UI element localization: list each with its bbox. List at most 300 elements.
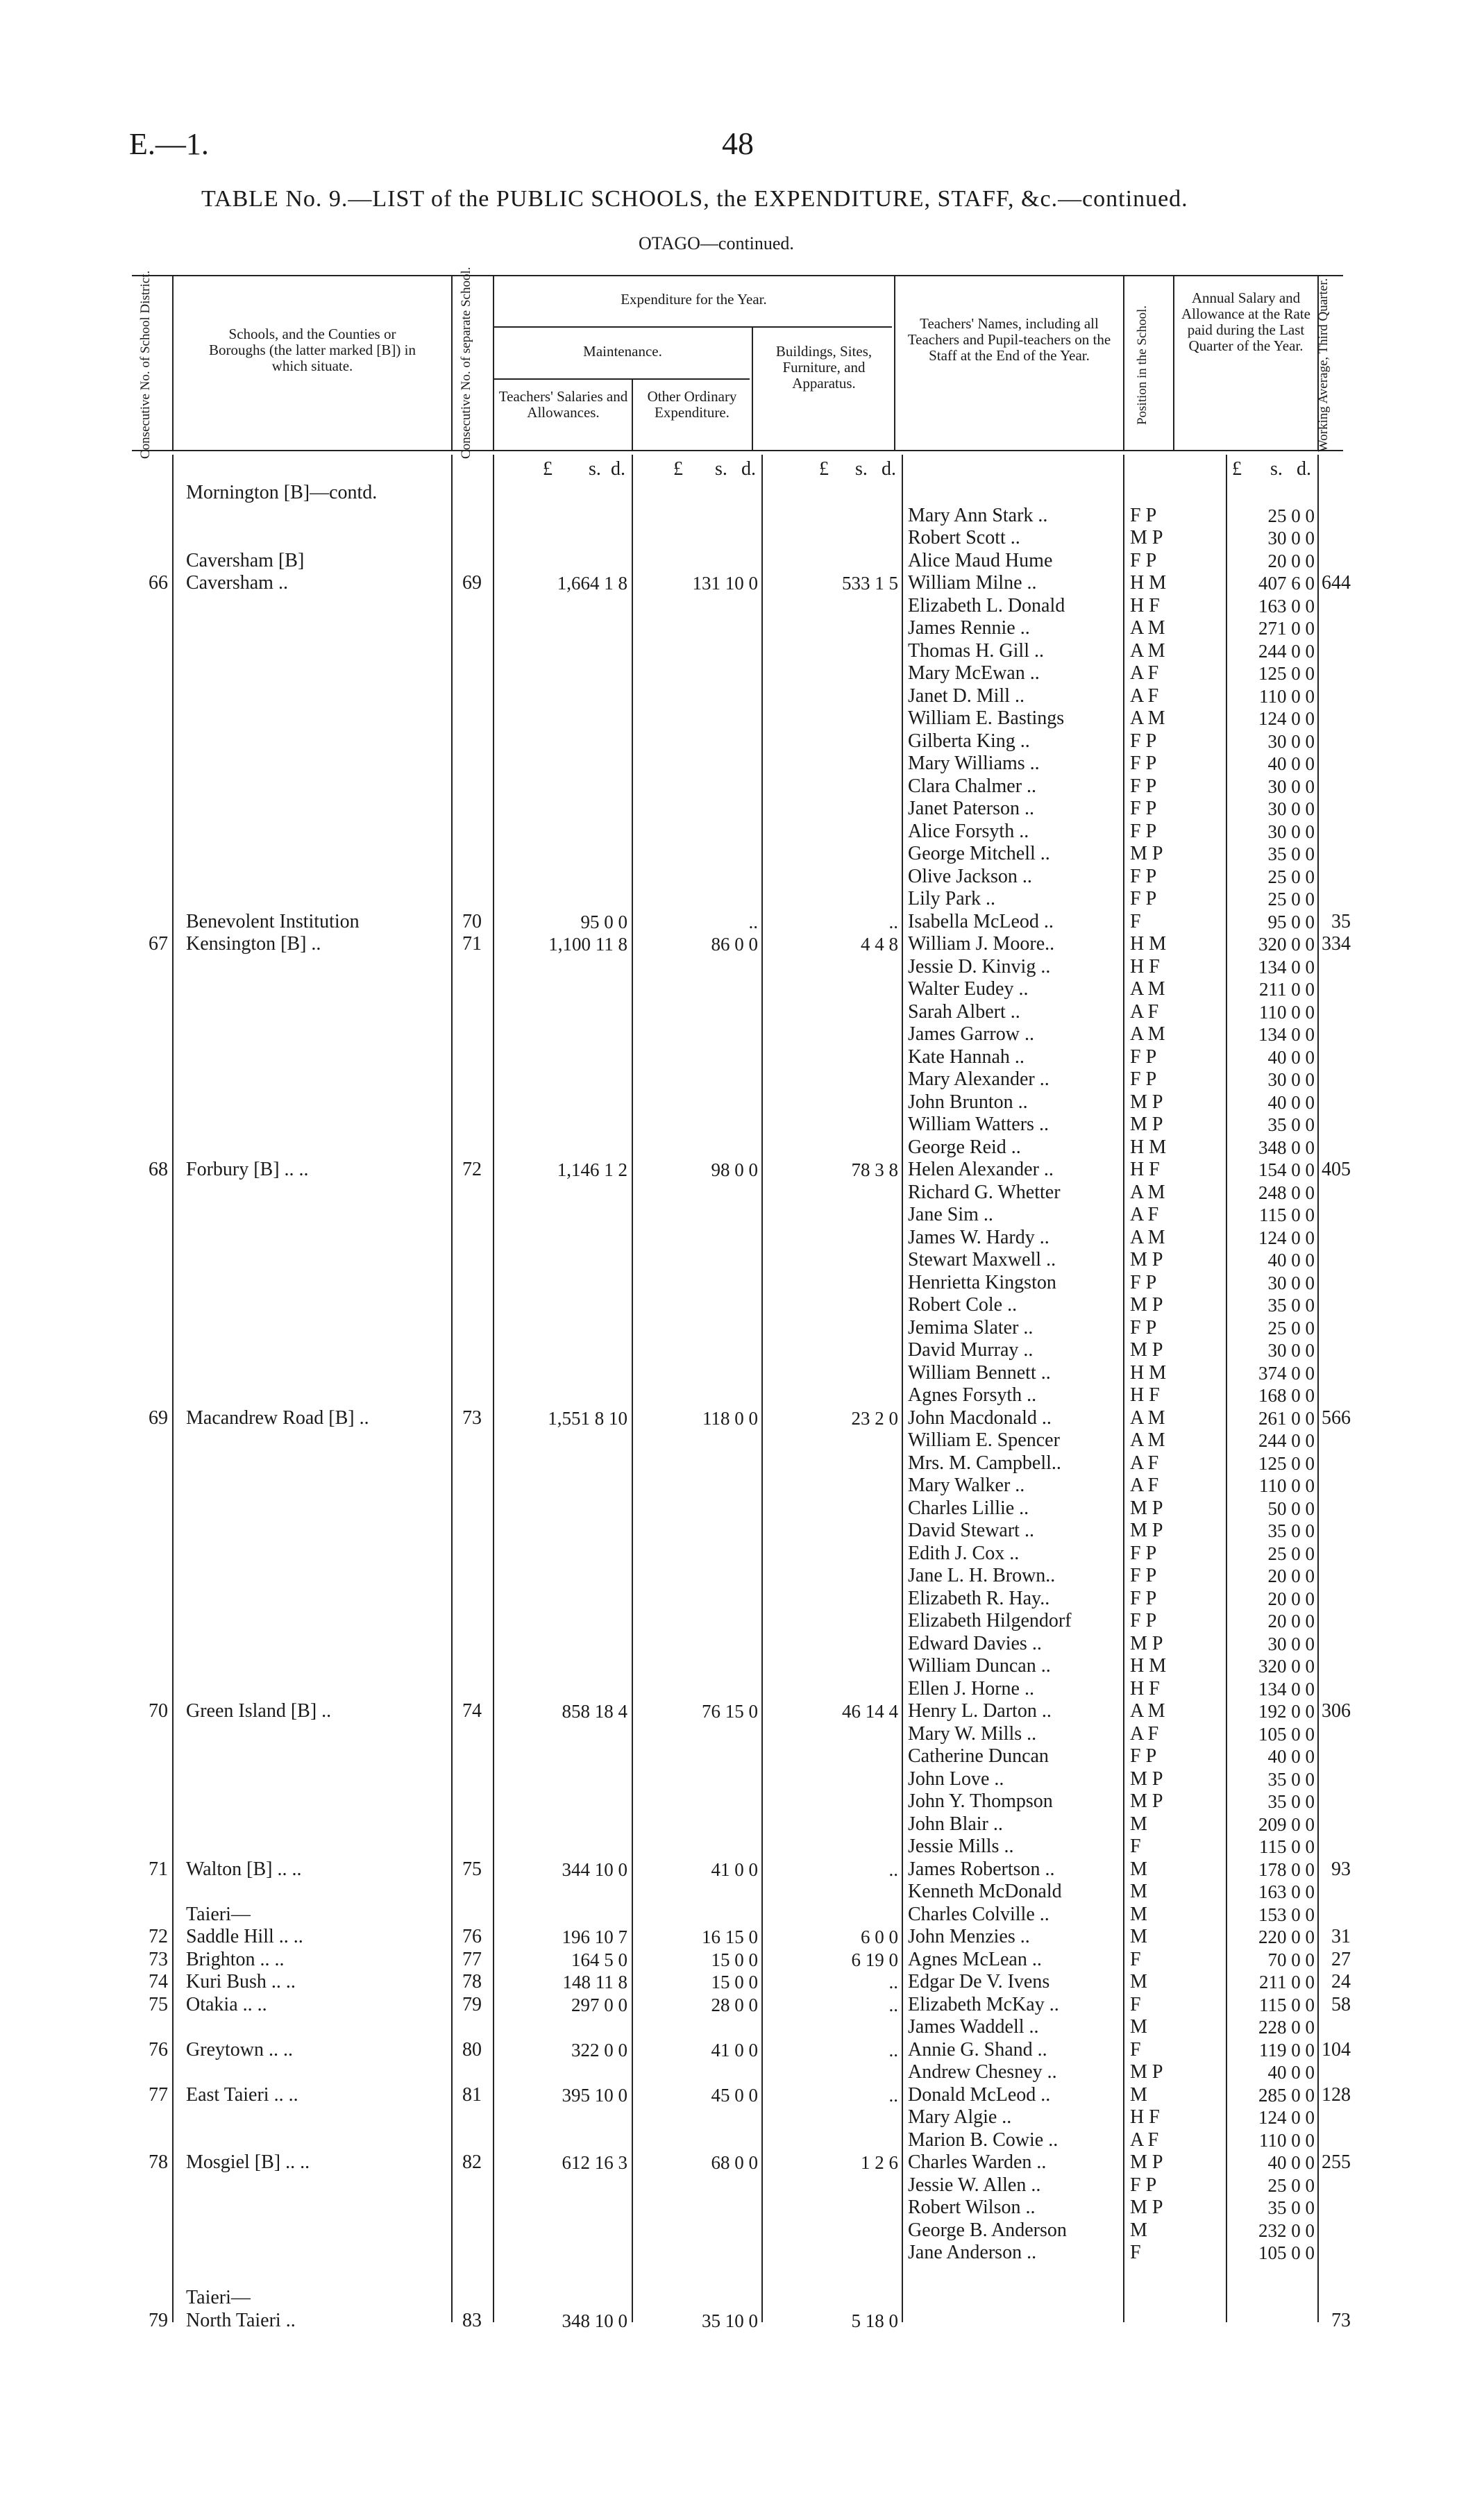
- school-name: Macandrew Road [B] ..: [186, 1407, 369, 1429]
- teacher-position: H F: [1130, 1384, 1160, 1406]
- other-expenditure: 41 0 0: [711, 2039, 758, 2060]
- other-expenditure: 86 0 0: [711, 934, 758, 955]
- teacher-name: George B. Anderson: [908, 2219, 1067, 2241]
- teacher-salary: 25 0 0: [1267, 505, 1315, 526]
- school-name: Walton [B] .. ..: [186, 1858, 302, 1880]
- teacher-position: F P: [1130, 549, 1157, 571]
- buildings-expenditure: ..: [888, 1972, 898, 1992]
- teacher-salary: 320 0 0: [1258, 1656, 1315, 1677]
- working-average: 306: [1322, 1700, 1351, 1722]
- teacher-position: A M: [1130, 1700, 1165, 1722]
- teacher-name: David Stewart ..: [908, 1520, 1034, 1541]
- school-name: Caversham ..: [186, 572, 288, 594]
- teacher-position: M P: [1130, 1294, 1163, 1316]
- school-number: 81: [462, 2083, 482, 2106]
- teacher-name: Robert Cole ..: [908, 1294, 1018, 1316]
- teacher-salary: 285 0 0: [1258, 2084, 1315, 2106]
- teacher-salaries: 858 18 4: [562, 1701, 627, 1722]
- col-sep-7: [1123, 275, 1124, 451]
- body-sep-6: [902, 455, 903, 2322]
- teacher-salary: 320 0 0: [1258, 934, 1315, 955]
- teacher-name: Catherine Duncan: [908, 1745, 1049, 1767]
- unit-shilling-3: s.: [855, 458, 868, 480]
- teacher-salaries: 612 16 3: [562, 2152, 627, 2173]
- teacher-salary: 119 0 0: [1259, 2039, 1315, 2060]
- teacher-name: Charles Lillie ..: [908, 1497, 1029, 1519]
- teacher-salary: 110 0 0: [1259, 685, 1315, 707]
- teacher-position: F P: [1130, 775, 1157, 797]
- teacher-name: Jessie W. Allen ..: [908, 2174, 1041, 2196]
- teacher-position: H F: [1130, 955, 1160, 977]
- other-expenditure: 118 0 0: [702, 1407, 758, 1429]
- other-expenditure: 28 0 0: [711, 1994, 758, 2015]
- teacher-position: M P: [1130, 1632, 1163, 1654]
- teacher-name: John Y. Thompson: [908, 1790, 1053, 1812]
- teacher-position: F: [1130, 910, 1141, 932]
- teacher-salary: 30 0 0: [1267, 1633, 1315, 1654]
- teacher-salary: 40 0 0: [1267, 1046, 1315, 1068]
- teacher-position: F: [1130, 1948, 1141, 1970]
- school-name: Green Island [B] ..: [186, 1700, 332, 1722]
- teacher-name: Kenneth McDonald: [908, 1881, 1062, 1902]
- teacher-position: M P: [1130, 1520, 1163, 1541]
- teacher-salary: 35 0 0: [1267, 1520, 1315, 1541]
- teacher-position: M P: [1130, 2197, 1163, 2218]
- teacher-salaries: 344 10 0: [562, 1858, 627, 1880]
- teacher-salary: 20 0 0: [1267, 1611, 1315, 1631]
- teacher-position: F P: [1130, 1068, 1157, 1090]
- unit-pence-1: d.: [611, 458, 625, 480]
- school-number: 83: [462, 2309, 482, 2331]
- teacher-salaries: 1,551 8 10: [548, 1407, 627, 1429]
- teacher-position: A F: [1130, 1000, 1159, 1023]
- teacher-name: John Brunton ..: [908, 1091, 1028, 1113]
- col-sep-1: [172, 275, 174, 451]
- header-expenditure: Expenditure for the Year.: [621, 291, 767, 308]
- teacher-name: David Murray ..: [908, 1339, 1034, 1361]
- body-sep-5: [761, 455, 763, 2322]
- teacher-salary: 125 0 0: [1258, 663, 1315, 684]
- teacher-salary: 153 0 0: [1258, 1904, 1315, 1925]
- teacher-position: M P: [1130, 2151, 1163, 2173]
- teacher-position: A F: [1130, 1204, 1159, 1225]
- teacher-salary: 168 0 0: [1258, 1385, 1315, 1406]
- other-expenditure: 45 0 0: [711, 2084, 758, 2106]
- teacher-salary: 40 0 0: [1267, 753, 1315, 774]
- header-maintenance: Maintenance.: [583, 343, 662, 360]
- teacher-name: Marion B. Cowie ..: [908, 2129, 1059, 2151]
- district-number: 69: [149, 1407, 168, 1429]
- teacher-name: Janet Paterson ..: [908, 798, 1034, 819]
- teacher-position: M: [1130, 1858, 1147, 1880]
- school-name: Benevolent Institution: [186, 910, 360, 932]
- teacher-salaries: 148 11 8: [562, 1972, 627, 1992]
- teacher-position: H M: [1130, 1655, 1167, 1677]
- teacher-salaries: 196 10 7: [562, 1927, 627, 1947]
- school-number: 70: [462, 910, 482, 932]
- buildings-expenditure: ..: [888, 2039, 898, 2060]
- working-average: 58: [1331, 1993, 1351, 2015]
- teacher-position: A M: [1130, 1181, 1165, 1203]
- col-sep-8: [1173, 275, 1174, 451]
- school-number: 76: [462, 1926, 482, 1947]
- teacher-salary: 232 0 0: [1258, 2219, 1315, 2241]
- unit-pence-4: d.: [1297, 458, 1311, 480]
- teacher-salary: 374 0 0: [1258, 1362, 1315, 1384]
- teacher-name: William J. Moore..: [908, 933, 1055, 955]
- school-number: 79: [462, 1993, 482, 2015]
- teacher-name: Elizabeth L. Donald: [908, 594, 1065, 616]
- buildings-expenditure: 4 4 8: [861, 934, 898, 955]
- working-average: 104: [1322, 2038, 1351, 2060]
- teacher-name: Walter Eudey ..: [908, 978, 1029, 1000]
- teacher-name: William Milne ..: [908, 572, 1037, 594]
- teacher-name: Stewart Maxwell ..: [908, 1249, 1056, 1270]
- teacher-name: Alice Maud Hume: [908, 549, 1053, 571]
- teacher-position: F P: [1130, 1542, 1157, 1564]
- maintenance-rule: [493, 378, 750, 380]
- col-sep-6: [894, 275, 895, 451]
- teacher-name: James Robertson ..: [908, 1858, 1055, 1880]
- teacher-salary: 134 0 0: [1258, 956, 1315, 977]
- school-number: 69: [462, 572, 482, 594]
- teacher-salary: 125 0 0: [1258, 1452, 1315, 1474]
- teacher-position: M: [1130, 1881, 1147, 1902]
- teacher-salary: 40 0 0: [1267, 1746, 1315, 1767]
- other-expenditure: ..: [748, 911, 758, 932]
- teacher-salary: 154 0 0: [1258, 1159, 1315, 1180]
- teacher-salary: 124 0 0: [1258, 2107, 1315, 2128]
- teacher-salary: 30 0 0: [1267, 1069, 1315, 1090]
- teacher-salary: 40 0 0: [1267, 2062, 1315, 2083]
- teacher-name: Jessie D. Kinvig ..: [908, 955, 1051, 977]
- district-number: 68: [149, 1159, 168, 1180]
- teacher-salary: 271 0 0: [1258, 618, 1315, 639]
- buildings-expenditure: ..: [888, 1994, 898, 2015]
- teacher-position: F P: [1130, 1745, 1157, 1767]
- teacher-salary: 209 0 0: [1258, 1813, 1315, 1835]
- teacher-salary: 95 0 0: [1267, 911, 1315, 932]
- teacher-salary: 220 0 0: [1258, 1927, 1315, 1947]
- teacher-position: A F: [1130, 685, 1159, 707]
- teacher-name: George Mitchell ..: [908, 843, 1050, 864]
- school-number: 75: [462, 1858, 482, 1880]
- teacher-name: Charles Colville ..: [908, 1903, 1049, 1925]
- other-expenditure: 131 10 0: [692, 573, 758, 594]
- teacher-name: Jane Anderson ..: [908, 2242, 1037, 2263]
- table-title: TABLE No. 9.—LIST of the PUBLIC SCHOOLS, the EXPENDITURE, STAFF, &c.—continued.: [201, 186, 1188, 212]
- teacher-name: Mary Williams ..: [908, 753, 1040, 774]
- teacher-name: Elizabeth R. Hay..: [908, 1587, 1050, 1609]
- buildings-expenditure: 78 3 8: [851, 1159, 898, 1180]
- school-number: 73: [462, 1407, 482, 1429]
- teacher-position: H M: [1130, 572, 1167, 594]
- unit-shilling-2: s.: [715, 458, 727, 480]
- teacher-salary: 124 0 0: [1258, 1227, 1315, 1248]
- teacher-salary: 40 0 0: [1267, 1091, 1315, 1113]
- unit-pound-2: £: [673, 458, 683, 480]
- teacher-position: H M: [1130, 933, 1167, 955]
- teacher-salary: 110 0 0: [1259, 2129, 1315, 2151]
- district-number: 75: [149, 1993, 168, 2015]
- teacher-position: F: [1130, 1993, 1141, 2015]
- teacher-position: F P: [1130, 753, 1157, 774]
- teacher-salary: 20 0 0: [1267, 550, 1315, 571]
- teacher-name: James Waddell ..: [908, 2016, 1039, 2038]
- teacher-salary: 115 0 0: [1259, 1994, 1315, 2015]
- teacher-salary: 248 0 0: [1258, 1182, 1315, 1203]
- school-number: 78: [462, 1971, 482, 1992]
- teacher-salary: 20 0 0: [1267, 1566, 1315, 1586]
- teacher-name: Janet D. Mill ..: [908, 685, 1025, 707]
- teacher-position: A M: [1130, 639, 1165, 662]
- teacher-salary: 35 0 0: [1267, 843, 1315, 864]
- district-number: 71: [149, 1858, 168, 1880]
- teacher-name: William Watters ..: [908, 1114, 1049, 1135]
- teacher-name: Jemima Slater ..: [908, 1316, 1034, 1338]
- teacher-position: A F: [1130, 1475, 1159, 1496]
- school-name: East Taieri .. ..: [186, 2083, 298, 2106]
- teacher-name: Elizabeth Hilgendorf: [908, 1610, 1072, 1631]
- header-district-no: Consecutive No. of School District.: [138, 270, 153, 459]
- teacher-salary: 178 0 0: [1258, 1858, 1315, 1880]
- buildings-expenditure: 23 2 0: [851, 1407, 898, 1429]
- teacher-salaries: 1,146 1 2: [557, 1159, 627, 1180]
- teacher-name: Sarah Albert ..: [908, 1000, 1020, 1023]
- unit-pound-4: £: [1232, 458, 1242, 480]
- teacher-salary: 163 0 0: [1258, 595, 1315, 616]
- working-average: 128: [1322, 2083, 1351, 2106]
- teacher-name: Helen Alexander ..: [908, 1159, 1054, 1180]
- teacher-name: George Reid ..: [908, 1136, 1021, 1158]
- school-number: 77: [462, 1948, 482, 1970]
- body-sep-9: [1317, 455, 1319, 2322]
- school-number: 72: [462, 1159, 482, 1180]
- header-buildings: Buildings, Sites, Furniture, and Apparatus.: [775, 343, 872, 392]
- working-average: 93: [1331, 1858, 1351, 1880]
- teacher-position: F P: [1130, 888, 1157, 909]
- teacher-position: A M: [1130, 1023, 1165, 1045]
- school-name: Brighton .. ..: [186, 1948, 285, 1970]
- district-number: 78: [149, 2151, 168, 2173]
- teacher-position: H F: [1130, 594, 1160, 616]
- teacher-position: M P: [1130, 1790, 1163, 1812]
- teacher-position: H F: [1130, 1677, 1160, 1699]
- district-number: 77: [149, 2083, 168, 2106]
- teacher-name: Jane L. H. Brown..: [908, 1565, 1056, 1586]
- teacher-salaries: 164 5 0: [571, 1949, 627, 1970]
- teacher-position: F P: [1130, 504, 1157, 526]
- header-school-no: Consecutive No. of separate School.: [459, 267, 473, 459]
- teacher-name: Thomas H. Gill ..: [908, 639, 1044, 662]
- unit-shilling-1: s.: [589, 458, 601, 480]
- teacher-salaries: 1,100 11 8: [548, 934, 627, 955]
- header-position: Position in the School.: [1135, 305, 1149, 426]
- teacher-position: M: [1130, 1813, 1147, 1835]
- school-name: Kensington [B] ..: [186, 933, 321, 955]
- teacher-salary: 134 0 0: [1258, 1024, 1315, 1045]
- working-average: 644: [1322, 572, 1351, 594]
- teacher-salary: 35 0 0: [1267, 1295, 1315, 1316]
- expenditure-rule: [493, 326, 892, 328]
- teacher-name: Donald McLeod ..: [908, 2083, 1051, 2106]
- school-number: 71: [462, 933, 482, 955]
- teacher-salaries: 348 10 0: [562, 2310, 627, 2331]
- teacher-position: F P: [1130, 730, 1157, 752]
- buildings-expenditure: 1 2 6: [861, 2152, 898, 2173]
- teacher-position: F P: [1130, 1587, 1157, 1609]
- school-number: 82: [462, 2151, 482, 2173]
- district-number: 70: [149, 1700, 168, 1722]
- teacher-position: M P: [1130, 1114, 1163, 1135]
- teacher-name: Jane Sim ..: [908, 1204, 993, 1225]
- other-expenditure: 76 15 0: [702, 1701, 758, 1722]
- school-name: Otakia .. ..: [186, 1993, 267, 2015]
- teacher-position: M: [1130, 1903, 1147, 1925]
- teacher-position: F P: [1130, 1271, 1157, 1293]
- teacher-name: John Menzies ..: [908, 1926, 1030, 1947]
- teacher-position: F P: [1130, 1565, 1157, 1586]
- teacher-position: M P: [1130, 843, 1163, 864]
- teacher-salary: 35 0 0: [1267, 2197, 1315, 2218]
- teacher-salary: 35 0 0: [1267, 1114, 1315, 1135]
- teacher-name: Andrew Chesney ..: [908, 2061, 1057, 2083]
- teacher-salary: 261 0 0: [1258, 1407, 1315, 1429]
- body-sep-3: [493, 455, 494, 2322]
- teacher-name: Isabella McLeod ..: [908, 910, 1054, 932]
- unit-shilling-4: s.: [1270, 458, 1283, 480]
- school-name: Kuri Bush .. ..: [186, 1971, 296, 1992]
- teacher-salaries: 1,664 1 8: [557, 573, 627, 594]
- buildings-expenditure: 533 1 5: [842, 573, 898, 594]
- other-expenditure: 15 0 0: [711, 1949, 758, 1970]
- teacher-name: Robert Scott ..: [908, 527, 1020, 548]
- unit-pound-3: £: [819, 458, 829, 480]
- teacher-salary: 25 0 0: [1267, 1543, 1315, 1564]
- district-number: 74: [149, 1971, 168, 1992]
- teacher-name: Mary McEwan ..: [908, 662, 1040, 684]
- teacher-name: William Bennett ..: [908, 1361, 1051, 1384]
- teacher-salary: 40 0 0: [1267, 2152, 1315, 2173]
- teacher-name: Ellen J. Horne ..: [908, 1677, 1034, 1699]
- teacher-position: A M: [1130, 978, 1165, 1000]
- teacher-salary: 30 0 0: [1267, 730, 1315, 752]
- working-average: 35: [1331, 910, 1351, 932]
- teacher-name: Kate Hannah ..: [908, 1046, 1025, 1068]
- teacher-position: M P: [1130, 1497, 1163, 1519]
- teacher-salary: 244 0 0: [1258, 640, 1315, 662]
- teacher-salary: 30 0 0: [1267, 1340, 1315, 1361]
- teacher-name: Jessie Mills ..: [908, 1836, 1014, 1857]
- other-expenditure: 15 0 0: [711, 1972, 758, 1992]
- school-name: Forbury [B] .. ..: [186, 1159, 309, 1180]
- school-name: Taieri—: [186, 2287, 251, 2308]
- teacher-salary: 105 0 0: [1258, 2242, 1315, 2263]
- teacher-name: Edith J. Cox ..: [908, 1542, 1020, 1564]
- working-average: 566: [1322, 1407, 1351, 1429]
- teacher-salary: 35 0 0: [1267, 1768, 1315, 1790]
- teacher-position: H F: [1130, 1159, 1160, 1180]
- teacher-position: M P: [1130, 1768, 1163, 1790]
- teacher-position: F P: [1130, 1610, 1157, 1631]
- school-name: Mornington [B]—contd.: [186, 482, 378, 503]
- district-number: 79: [149, 2309, 168, 2331]
- teacher-salary: 407 6 0: [1258, 573, 1315, 594]
- teacher-name: Elizabeth McKay ..: [908, 1993, 1059, 2015]
- teacher-position: F P: [1130, 798, 1157, 819]
- col-sep-5: [752, 326, 753, 451]
- teacher-salary: 228 0 0: [1258, 2017, 1315, 2038]
- teacher-salary: 30 0 0: [1267, 798, 1315, 819]
- district-number: 67: [149, 933, 168, 955]
- school-number: 80: [462, 2038, 482, 2060]
- other-expenditure: 68 0 0: [711, 2152, 758, 2173]
- teacher-position: F P: [1130, 2174, 1157, 2196]
- teacher-position: F P: [1130, 865, 1157, 887]
- buildings-expenditure: 46 14 4: [842, 1701, 898, 1722]
- teacher-salary: 163 0 0: [1258, 1881, 1315, 1902]
- teacher-position: M: [1130, 2016, 1147, 2038]
- buildings-expenditure: ..: [888, 911, 898, 932]
- teacher-name: Charles Warden ..: [908, 2151, 1047, 2173]
- teacher-position: F P: [1130, 820, 1157, 842]
- other-expenditure: 35 10 0: [702, 2310, 758, 2331]
- teacher-name: Agnes Forsyth ..: [908, 1384, 1037, 1406]
- header-teachers: Teachers' Names, including all Teachers and Pupil-teachers on the Staff at the End of the Year.: [907, 315, 1111, 364]
- teacher-name: John Macdonald ..: [908, 1407, 1052, 1429]
- teacher-name: Alice Forsyth ..: [908, 820, 1029, 842]
- teacher-name: Edgar De V. Ivens: [908, 1971, 1050, 1992]
- teacher-position: M P: [1130, 1339, 1163, 1361]
- teacher-name: Mary Ann Stark ..: [908, 504, 1048, 526]
- working-average: 73: [1331, 2309, 1351, 2331]
- teacher-salary: 50 0 0: [1267, 1497, 1315, 1519]
- teacher-salary: 25 0 0: [1267, 889, 1315, 909]
- buildings-expenditure: ..: [888, 2084, 898, 2106]
- teacher-salaries: 95 0 0: [580, 911, 627, 932]
- teacher-name: Mary Algie ..: [908, 2106, 1012, 2128]
- teacher-position: M P: [1130, 527, 1163, 548]
- teacher-name: Annie G. Shand ..: [908, 2038, 1047, 2060]
- teacher-name: James W. Hardy ..: [908, 1226, 1049, 1248]
- teacher-position: F: [1130, 1836, 1141, 1857]
- teacher-position: F P: [1130, 1316, 1157, 1338]
- teacher-position: M P: [1130, 1249, 1163, 1270]
- buildings-expenditure: 5 18 0: [851, 2310, 898, 2331]
- teacher-name: Mary Alexander ..: [908, 1068, 1049, 1090]
- col-sep-2: [451, 275, 453, 451]
- header-salaries: Teachers' Salaries and Allowances.: [498, 388, 628, 421]
- teacher-position: A F: [1130, 1452, 1159, 1474]
- teacher-salary: 134 0 0: [1258, 1678, 1315, 1699]
- teacher-salary: 30 0 0: [1267, 821, 1315, 842]
- teacher-position: A M: [1130, 617, 1165, 639]
- teacher-salaries: 322 0 0: [571, 2039, 627, 2060]
- teacher-name: Lily Park ..: [908, 888, 995, 909]
- teacher-salary: 348 0 0: [1258, 1136, 1315, 1158]
- teacher-position: H F: [1130, 2106, 1160, 2128]
- school-number: 74: [462, 1700, 482, 1722]
- teacher-salary: 25 0 0: [1267, 866, 1315, 887]
- header-average: Working Average, Third Quarter.: [1316, 278, 1331, 453]
- working-average: 405: [1322, 1159, 1351, 1180]
- school-name: North Taieri ..: [186, 2309, 296, 2331]
- teacher-salary: 30 0 0: [1267, 528, 1315, 548]
- teacher-name: Agnes McLean ..: [908, 1948, 1042, 1970]
- teacher-salaries: 395 10 0: [562, 2084, 627, 2106]
- teacher-position: H M: [1130, 1361, 1167, 1384]
- unit-pound-1: £: [543, 458, 553, 480]
